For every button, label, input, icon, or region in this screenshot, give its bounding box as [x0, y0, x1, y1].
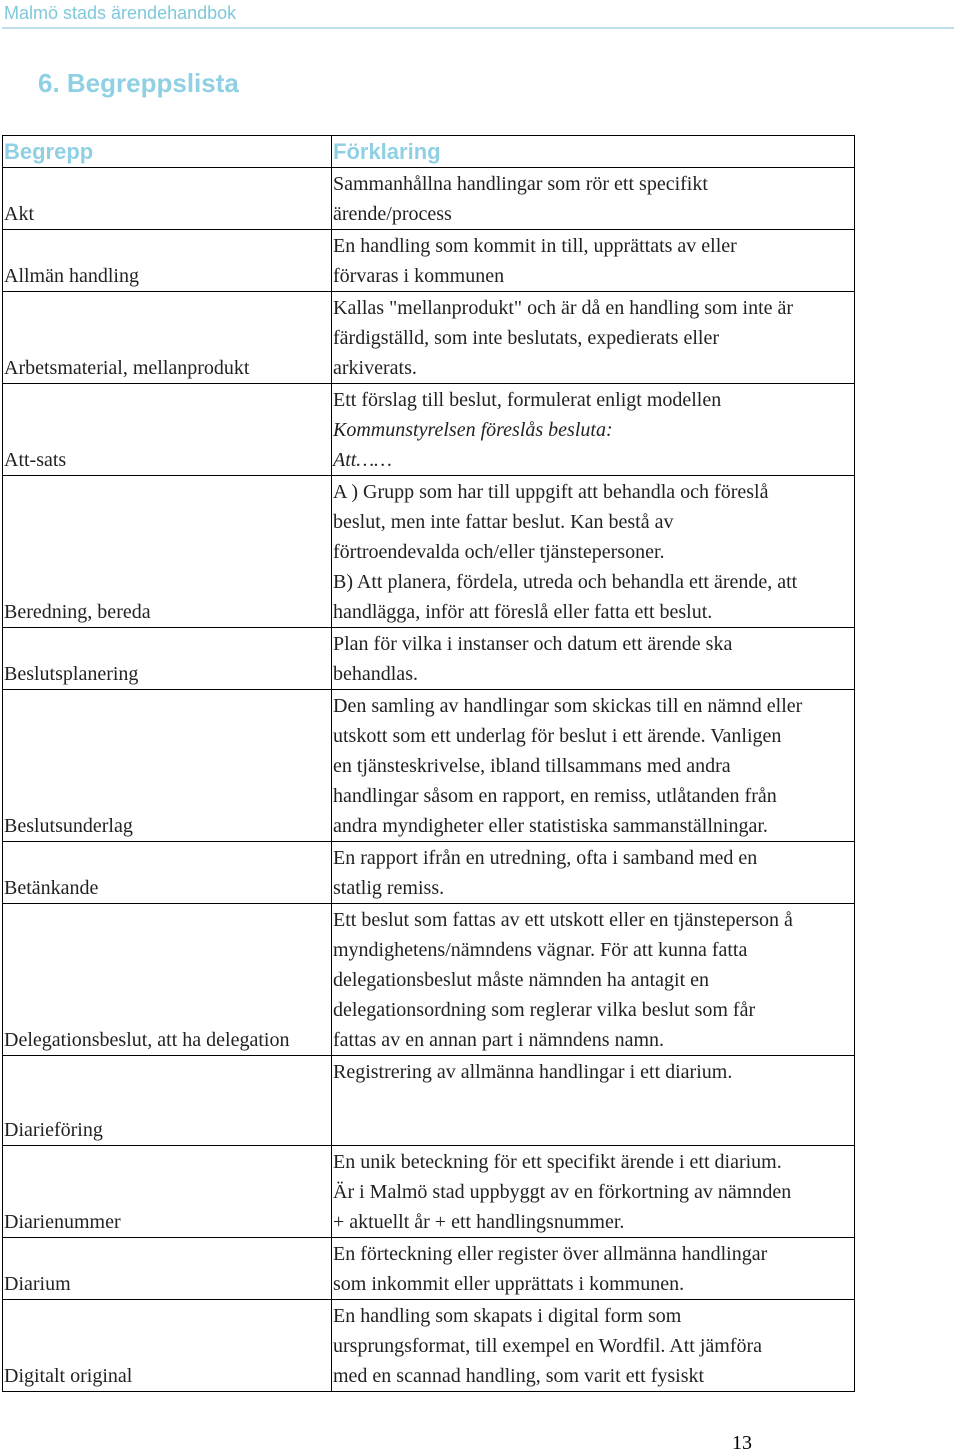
definition-line: Plan för vilka i instanser och datum ett ärende ska [333, 633, 733, 655]
definition-line: behandlas. [333, 663, 418, 685]
definition-cell [332, 628, 855, 690]
definition-line: statlig remiss. [333, 877, 445, 899]
table-row [3, 904, 855, 1056]
definition-line: myndighetens/nämndens vägnar. För att kunna fatta [333, 939, 748, 961]
definition-line: handlägga, inför att föreslå eller fatta ett beslut. [333, 601, 713, 623]
definition-line: en tjänsteskrivelse, ibland tillsammans med andra [333, 755, 731, 777]
definition-line: A ) Grupp som har till uppgift att behandla och föreslå [333, 481, 769, 503]
definition-cell [332, 1238, 855, 1300]
definition-line: handlingar såsom en rapport, en remiss, utlåtanden från [333, 785, 777, 807]
term-cell: Diarium [3, 1238, 332, 1300]
term-cell: Att-sats [3, 384, 332, 476]
table-row [3, 168, 855, 230]
term-cell: Diarieföring [3, 1056, 332, 1146]
table-row [3, 292, 855, 384]
table-row [3, 230, 855, 292]
definition-line: En handling som kommit in till, upprättats av eller [333, 235, 737, 257]
term-cell: Beredning, bereda [3, 476, 332, 628]
definition-line: andra myndigheter eller statistiska sammanställningar. [333, 815, 768, 837]
definition-line: förvaras i kommunen [333, 265, 505, 287]
definition-cell [332, 292, 855, 384]
table-row [3, 690, 855, 842]
term-cell: Akt [3, 168, 332, 230]
definition-cell [332, 1300, 855, 1392]
definition-line: B) Att planera, fördela, utreda och behandla ett ärende, att [333, 571, 798, 593]
header-rule [2, 27, 954, 29]
definition-line: med en scannad handling, som varit ett fysiskt [333, 1365, 705, 1387]
definition-line: delegationsordning som reglerar vilka beslut som får [333, 999, 756, 1021]
column-header-definition: Förklaring [332, 136, 855, 168]
definition-line: färdigställd, som inte beslutats, expedierats eller [333, 327, 719, 349]
table-row [3, 628, 855, 690]
table-header-row [3, 136, 855, 168]
definition-line: förtroendevalda och/eller tjänstepersoner. [333, 541, 665, 563]
table-row [3, 1146, 855, 1238]
table-row [3, 1238, 855, 1300]
term-cell: Digitalt original [3, 1300, 332, 1392]
definition-line: En handling som skapats i digital form som [333, 1305, 682, 1327]
table-row [3, 1300, 855, 1392]
definition-line: utskott som ett underlag för beslut i ett ärende. Vanligen [333, 725, 782, 747]
definition-line: ursprungsformat, till exempel en Wordfil. Att jämföra [333, 1335, 763, 1357]
definition-line: arkiverats. [333, 357, 417, 379]
glossary-table [2, 135, 855, 1392]
term-cell: Delegationsbeslut, att ha delegation [3, 904, 332, 1056]
definition-cell [332, 1056, 855, 1146]
definition-line: fattas av en annan part i nämndens namn. [333, 1029, 664, 1051]
definition-line: Ett beslut som fattas av ett utskott eller en tjänsteperson å [333, 909, 793, 931]
definition-line: beslut, men inte fattar beslut. Kan bestå av [333, 511, 674, 533]
definition-line: ärende/process [333, 203, 452, 225]
definition-cell [332, 384, 855, 476]
table-row [3, 842, 855, 904]
definition-line-italic: Kommunstyrelsen föreslås besluta: [333, 419, 613, 441]
definition-cell [332, 230, 855, 292]
definition-line: delegationsbeslut måste nämnden ha antagit en [333, 969, 709, 991]
definition-line: En unik beteckning för ett specifikt ärende i ett diarium. [333, 1151, 782, 1173]
definition-line: Registrering av allmänna handlingar i ett diarium. [333, 1061, 733, 1083]
definition-line-italic: Att…… [333, 449, 392, 471]
table-row [3, 476, 855, 628]
definition-cell [332, 1146, 855, 1238]
running-header: Malmö stads ärendehandbok [4, 3, 237, 23]
page-number: 13 [732, 1432, 752, 1454]
definition-line: Sammanhållna handlingar som rör ett specifikt [333, 173, 708, 195]
term-cell: Beslutsunderlag [3, 690, 332, 842]
definition-cell [332, 904, 855, 1056]
definition-line: som inkommit eller upprättats i kommunen. [333, 1273, 685, 1295]
definition-line: + aktuellt år + ett handlingsnummer. [333, 1211, 625, 1233]
definition-line: Kallas "mellanprodukt" och är då en handling som inte är [333, 297, 794, 319]
section-title: 6. Begreppslista [38, 68, 239, 98]
definition-cell [332, 842, 855, 904]
definition-cell [332, 168, 855, 230]
definition-line: En rapport ifrån en utredning, ofta i samband med en [333, 847, 758, 869]
term-cell: Arbetsmaterial, mellanprodukt [3, 292, 332, 384]
definition-line: Den samling av handlingar som skickas till en nämnd eller [333, 695, 803, 717]
term-cell: Allmän handling [3, 230, 332, 292]
term-cell: Beslutsplanering [3, 628, 332, 690]
definition-cell [332, 690, 855, 842]
term-cell: Betänkande [3, 842, 332, 904]
table-row [3, 1056, 855, 1146]
table-row [3, 384, 855, 476]
definition-line: Är i Malmö stad uppbyggt av en förkortning av nämnden [333, 1181, 792, 1203]
definition-cell [332, 476, 855, 628]
term-cell: Diarienummer [3, 1146, 332, 1238]
column-header-term: Begrepp [3, 136, 332, 168]
definition-line: En förteckning eller register över allmänna handlingar [333, 1243, 768, 1265]
definition-line: Ett förslag till beslut, formulerat enligt modellen [333, 389, 722, 411]
